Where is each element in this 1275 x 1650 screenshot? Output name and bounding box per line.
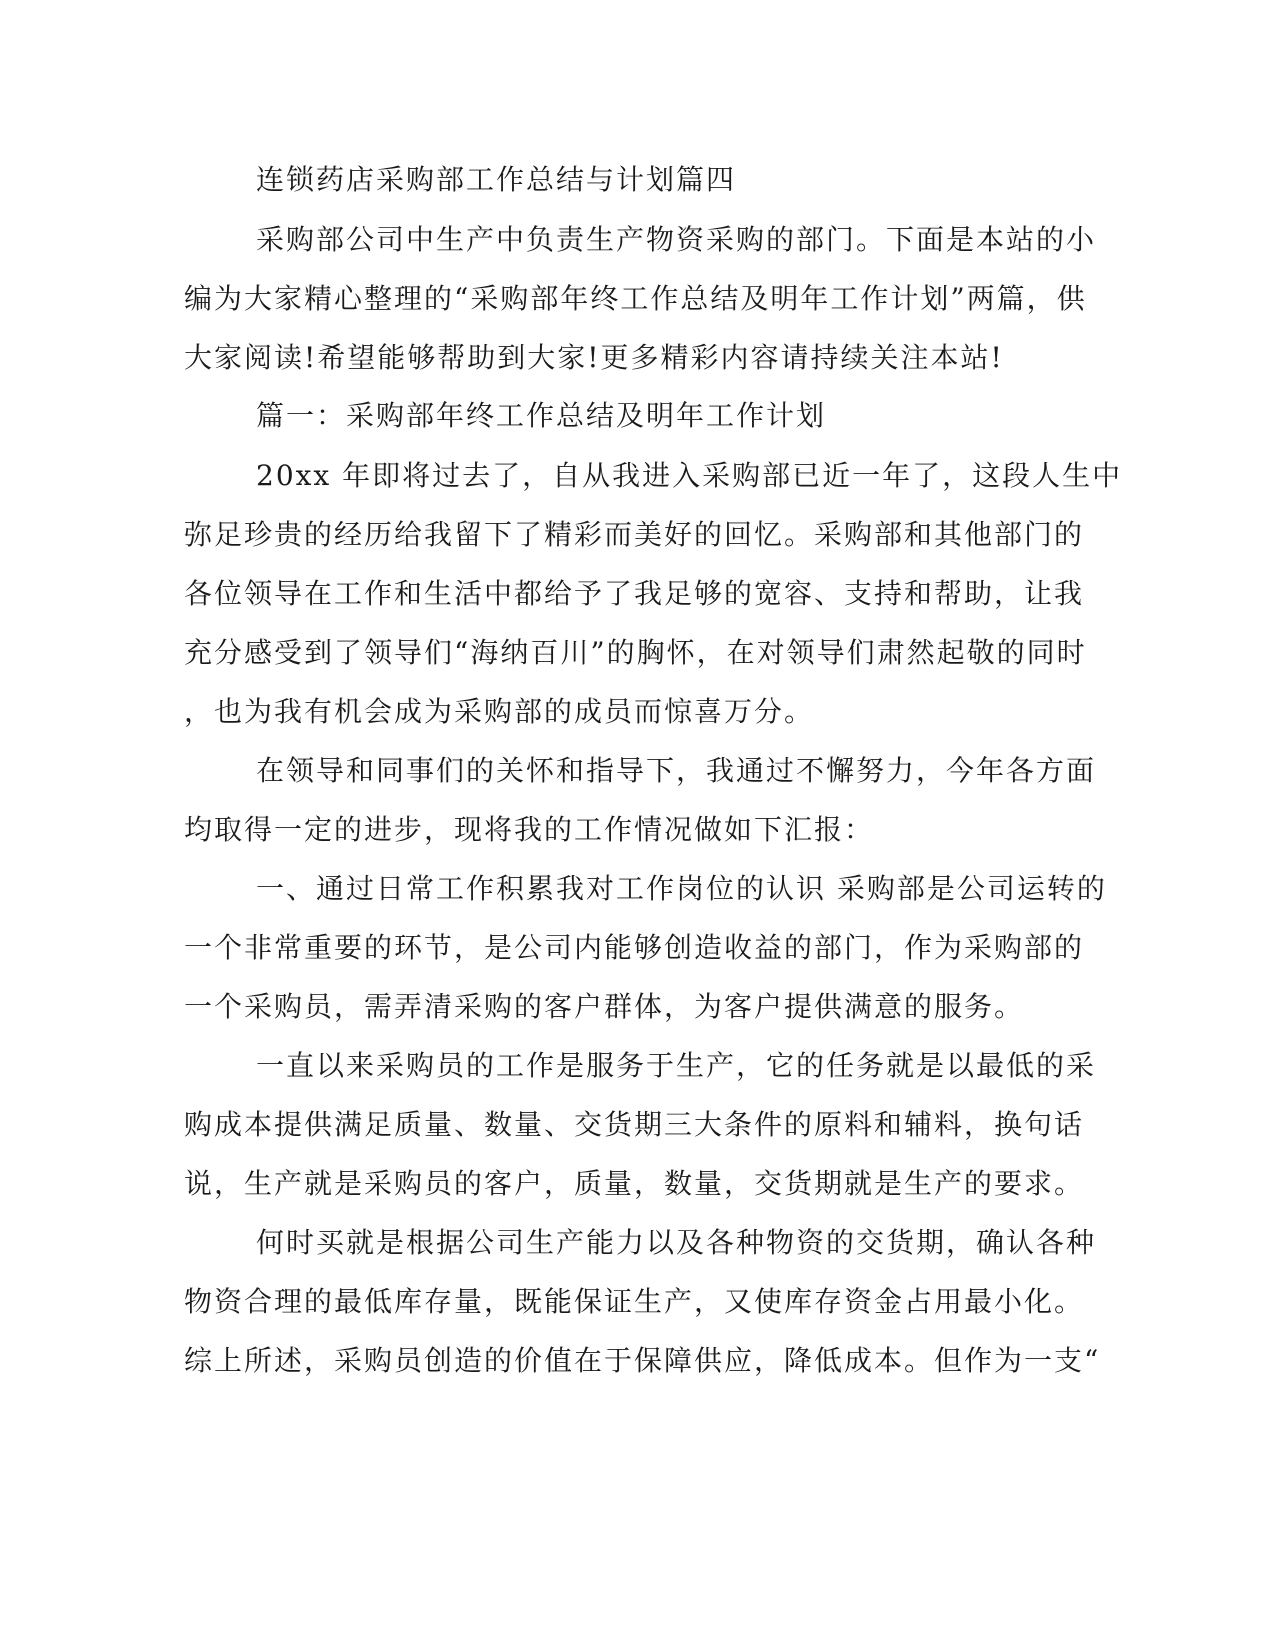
- paragraph-4-line-2: 购成本提供满足质量、数量、交货期三大条件的原料和辅料，换句话: [184, 1108, 1085, 1141]
- paragraph-1-line-2: 弥足珍贵的经历给我留下了精彩而美好的回忆。采购部和其他部门的: [184, 518, 1085, 551]
- paragraph-2-line-1: 在领导和同事们的关怀和指导下，我通过不懈努力，今年各方面: [256, 754, 1097, 787]
- paragraph-1-line-4: 充分感受到了领导们“海纳百川”的胸怀，在对领导们肃然起敬的同时: [184, 636, 1087, 669]
- document-title: 连锁药店采购部工作总结与计划篇四: [256, 163, 737, 196]
- paragraph-2-line-2: 均取得一定的进步，现将我的工作情况做如下汇报：: [184, 813, 875, 846]
- paragraph-5-line-3: 综上所述，采购员创造的价值在于保障供应，降低成本。但作为一支“: [184, 1344, 1101, 1377]
- intro-line-1: 采购部公司中生产中负责生产物资采购的部门。下面是本站的小: [256, 223, 1097, 256]
- paragraph-4-line-3: 说，生产就是采购员的客户，质量，数量，交货期就是生产的要求。: [184, 1167, 1085, 1200]
- paragraph-5-line-2: 物资合理的最低库存量，既能保证生产，又使库存资金占用最小化。: [184, 1285, 1085, 1318]
- paragraph-1-line-1: 20xx 年即将过去了，自从我进入采购部已近一年了，这段人生中: [256, 459, 1123, 492]
- paragraph-3-line-3: 一个采购员，需弄清采购的客户群体，为客户提供满意的服务。: [184, 990, 1025, 1023]
- paragraph-1-line-3: 各位领导在工作和生活中都给予了我足够的宽容、支持和帮助，让我: [184, 577, 1085, 610]
- paragraph-3-line-1: 一、通过日常工作积累我对工作岗位的认识 采购部是公司运转的: [256, 872, 1107, 905]
- intro-line-3: 大家阅读!希望能够帮助到大家!更多精彩内容请持续关注本站!: [184, 341, 1004, 374]
- section-heading: 篇一：采购部年终工作总结及明年工作计划: [256, 399, 827, 432]
- paragraph-1-line-5: ，也为我有机会成为采购部的成员而惊喜万分。: [184, 695, 815, 728]
- paragraph-3-line-2: 一个非常重要的环节，是公司内能够创造收益的部门，作为采购部的: [184, 931, 1085, 964]
- paragraph-5-line-1: 何时买就是根据公司生产能力以及各种物资的交货期，确认各种: [256, 1226, 1097, 1259]
- paragraph-4-line-1: 一直以来采购员的工作是服务于生产，它的任务就是以最低的采: [256, 1049, 1097, 1082]
- intro-line-2: 编为大家精心整理的“采购部年终工作总结及明年工作计划”两篇，供: [184, 282, 1087, 315]
